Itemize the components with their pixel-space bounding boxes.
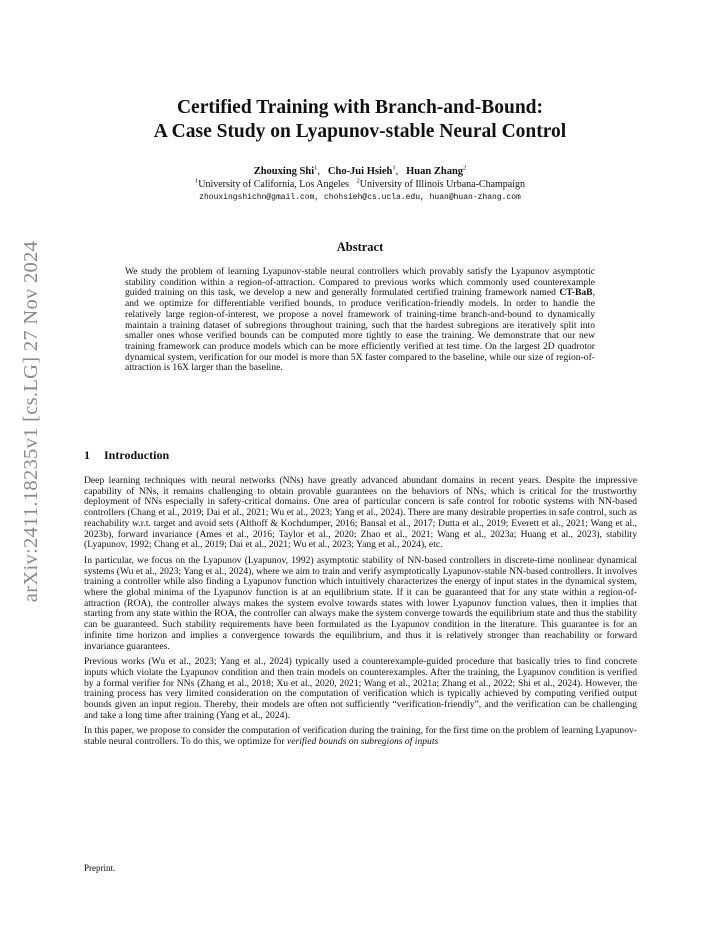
section-title: Introduction bbox=[104, 448, 170, 462]
affiliation-mark: 1 bbox=[194, 177, 199, 185]
author-emails: zhouxingshichn@gmail.com, chohsieh@cs.ucla.edu, huan@huan-zhang.com bbox=[199, 193, 521, 202]
affiliation-name: University of Illinois Urbana-Champaign bbox=[359, 179, 526, 190]
title-line-1: Certified Training with Branch-and-Bound: bbox=[176, 97, 544, 118]
author-affiliation-mark: 2 bbox=[463, 164, 467, 172]
method-name: CT-BaB bbox=[559, 287, 593, 299]
introduction-body bbox=[84, 476, 637, 753]
paragraph: Previous works (Wu et al., 2023; Yang et al., 2024) typically used a counterexample-guided procedure that basically tries to find concrete inputs which violate the Lyapunov condition and then train models on counterexamples. After the training, the Lyapunov condition is verified by a formal verifier for NNs (Zhang et al., 2018; Xu et al., 2020, 2021; Wang et al., 2021a; Zhang et al., 2022; Shi et al., 2024). However, the training process has very limited consideration on the computation of verification which is typically achieved by computing verified output bounds given an input region. Thereby, their models are often not sufficiently “verification-friendly”, and the verification can be challenging and take a long time after training (Yang et al., 2024). bbox=[84, 656, 637, 721]
emphasized-text: verified bounds on subregions of inputs bbox=[286, 736, 439, 748]
section-number: 1 bbox=[84, 448, 90, 462]
author-name: Zhouxing Shi bbox=[253, 166, 315, 177]
affiliation-list bbox=[84, 179, 636, 191]
section-heading-introduction bbox=[84, 448, 169, 462]
abstract-text bbox=[125, 267, 595, 374]
paragraph-text: In this paper, we propose to consider the computation of verification during the training, for the first time on the problem of learning Lyapunov-stable neural controllers. To do this, we optimize for bbox=[84, 725, 637, 748]
paragraph: In particular, we focus on the Lyapunov (Lyapunov, 1992) asymptotic stability of NN-based controllers in discrete-time nonlinear dynamical systems (Wu et al., 2023; Yang et al., 2024), where we aim to train and verify asymptotically Lyapunov-stable NN-based controllers. It involves training a controller while also finding a Lyapunov function which intuitively characterizes the energy of input states in the dynamical system, where the global minima of the Lyapunov function is at an equilibrium state. If it can be guaranteed that for any state within a region-of-attraction (ROA), the controller always makes the system evolve towards states with lower Lyapunov function values, then it implies that starting from any state within the ROA, the controller can always make the system converge towards the equilibrium state and thus the stability can be guaranteed. Such stability requirements have been formulated as the Lyapunov condition in the literature. This guarantee is for an infinite time horizon and implies a convergence towards the equilibrium, and thus it is relatively stronger than reachability or forward invariance guarantees. bbox=[84, 554, 637, 652]
footer-preprint-label: Preprint. bbox=[84, 863, 116, 873]
author-name: Huan Zhang bbox=[406, 166, 464, 177]
title-line-2: A Case Study on Lyapunov-stable Neural Control bbox=[153, 121, 567, 142]
author-name: Cho-Jui Hsieh bbox=[327, 166, 393, 177]
affiliation-mark: 2 bbox=[356, 177, 360, 185]
author-affiliation-mark: 1 bbox=[314, 164, 318, 172]
arxiv-id-text: arXiv:2411.18235v1 [cs.LG] 27 Nov 2024 bbox=[20, 240, 43, 602]
paragraph bbox=[84, 726, 637, 747]
author-list: Zhouxing Shi$^1$, Cho-Jui Hsieh$^1$, Huan Zhang$^2$ bbox=[253, 164, 467, 177]
paper-title bbox=[84, 96, 636, 144]
abstract-heading: Abstract bbox=[336, 240, 384, 254]
paragraph: Deep learning techniques with neural networks (NNs) have greatly advanced abundant domains in recent years. Despite the impressive capability of NNs, it remains challenging to obtain provable guarantees on the behaviors of NNs, which is critical for the trustworthy deployment of NNs especially in safety-critical domains. One area of particular concern is safe control for robotic systems with NN-based controllers (Chang et al., 2019; Dai et al., 2021; Wu et al., 2023; Yang et al., 2024). There are many desirable properties in safe control, such as reachability w.r.t. target and avoid sets (Althoff & Kochdumper, 2016; Bansal et al., 2017; Dutta et al., 2019; Everett et al., 2021; Wang et al., 2023b), forward invariance (Ames et al., 2016; Taylor et al., 2020; Zhao et al., 2021; Wang et al., 2023a; Huang et al., 2023), stability (Lyapunov, 1992; Chang et al., 2019; Dai et al., 2021; Wu et al., 2023; Yang et al., 2024), etc. bbox=[84, 475, 637, 551]
author-affiliation-mark: 1 bbox=[392, 164, 396, 172]
abstract-part-2: , and we optimize for differentiable verified bounds, to produce verification-friendly models. In order to handle the relatively large region-of-interest, we propose a novel framework of training-time branch-and-bound to dynamically maintain a training dataset of subregions throughout training, such that the hardest subregions are iteratively split into smaller ones whose verified bounds can be computed more tightly to ease the training. We demonstrate that our new training framework can produce models which can be more efficiently verified at test time. On the largest 2D quadrotor dynamical system, verification for our model is more than 5X faster compared to the baseline, while our size of region-of-attraction is 16X larger than the baseline. bbox=[125, 287, 595, 374]
arxiv-identifier-stamp bbox=[12, 226, 52, 616]
affiliation-name: University of California, Los Angeles bbox=[198, 179, 350, 190]
abstract-part-1: We study the problem of learning Lyapunov-stable neural controllers which provably satisfy the Lyapunov asymptotic stability condition within a region-of-attraction. Compared to previous works which commonly used counterexample guided training on this task, we develop a new and generally formulated certified training framework named bbox=[125, 266, 595, 299]
